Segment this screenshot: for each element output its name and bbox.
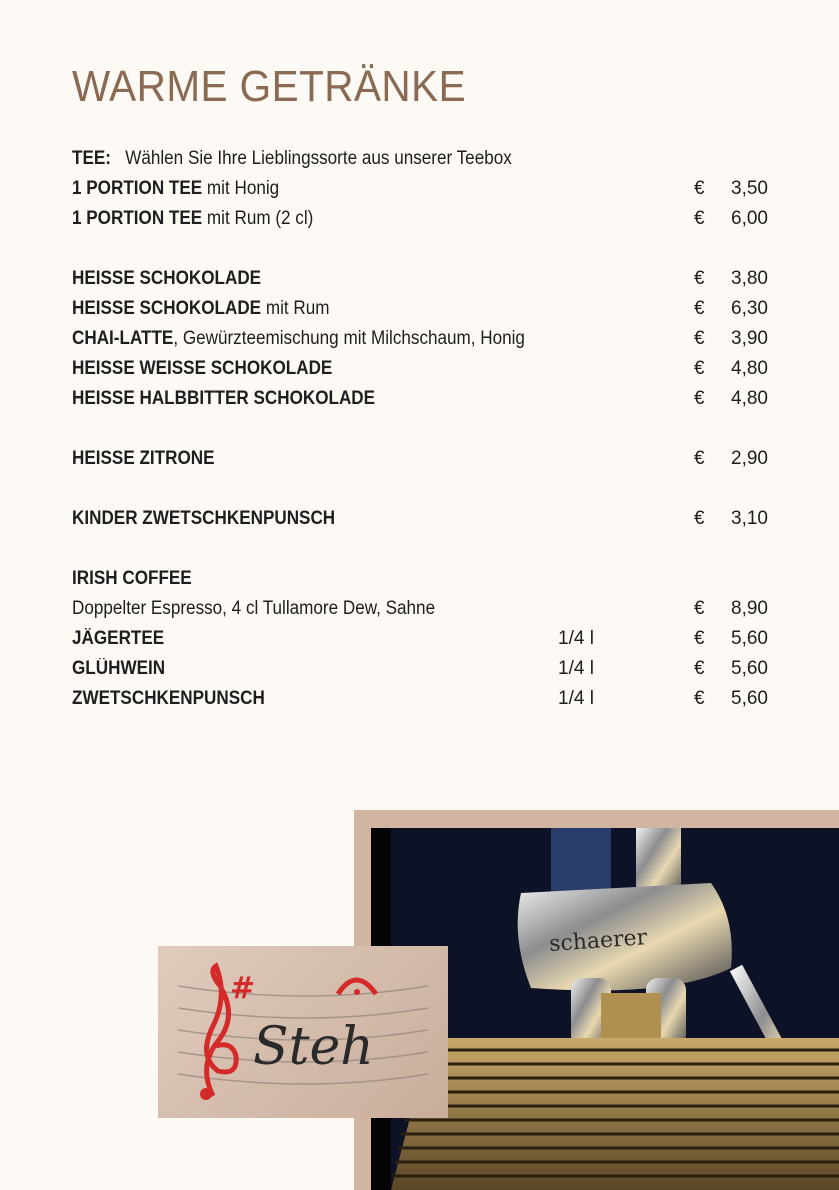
spacer (72, 534, 772, 564)
logo-text: Steh (253, 1017, 374, 1077)
item-price: 2,90 (731, 448, 768, 469)
item-name: 1 PORTION TEE (72, 178, 203, 199)
item-price: 3,80 (731, 268, 768, 289)
item-description: , Gewürzteemischung mit Milchschaum, Honig (173, 328, 525, 349)
currency: € (694, 268, 705, 289)
currency: € (694, 628, 705, 649)
currency: € (694, 358, 705, 379)
menu-item (72, 654, 772, 684)
currency: € (694, 448, 705, 469)
item-price: 8,90 (731, 598, 768, 619)
menu-item (72, 624, 772, 654)
currency: € (694, 508, 705, 529)
menu-item (72, 384, 772, 414)
item-quantity: 1/4 l (558, 658, 594, 679)
currency: € (694, 298, 705, 319)
currency: € (694, 208, 705, 229)
menu-item (72, 294, 772, 324)
menu-item (72, 204, 772, 234)
item-name: KINDER ZWETSCHKENPUNSCH (72, 508, 336, 529)
item-price: 6,00 (731, 208, 768, 229)
item-name: HEISSE WEISSE SCHOKOLADE (72, 358, 333, 379)
currency: € (694, 688, 705, 709)
item-price: 5,60 (731, 688, 768, 709)
currency: € (694, 658, 705, 679)
menu-item (72, 564, 772, 594)
menu-item (72, 504, 772, 534)
item-price: 3,90 (731, 328, 768, 349)
item-description: mit Rum (2 cl) (202, 208, 314, 229)
menu-item (72, 354, 772, 384)
tee-intro (72, 144, 772, 174)
item-quantity: 1/4 l (558, 688, 594, 709)
item-price: 3,10 (731, 508, 768, 529)
spacer (72, 234, 772, 264)
item-name: GLÜHWEIN (72, 658, 166, 679)
item-name: HEISSE HALBBITTER SCHOKOLADE (72, 388, 376, 409)
item-price: 3,50 (731, 178, 768, 199)
tee-label: TEE: (72, 148, 111, 169)
item-name: HEISSE SCHOKOLADE (72, 268, 262, 289)
item-price: 4,80 (731, 388, 768, 409)
item-price: 5,60 (731, 658, 768, 679)
item-description: Doppelter Espresso, 4 cl Tullamore Dew, Sahne (72, 598, 436, 619)
item-name: CHAI-LATTE (72, 328, 174, 349)
item-price: 5,60 (731, 628, 768, 649)
currency: € (694, 178, 705, 199)
menu-item (72, 324, 772, 354)
item-name: HEISSE ZITRONE (72, 448, 215, 469)
menu-item (72, 594, 772, 624)
menu-item (72, 174, 772, 204)
spacer (72, 474, 772, 504)
item-price: 6,30 (731, 298, 768, 319)
currency: € (694, 328, 705, 349)
item-price: 4,80 (731, 358, 768, 379)
tee-intro-text: Wählen Sie Ihre Lieblingssorte aus unserer Teebox (125, 148, 512, 169)
page-title: WARME GETRÄNKE (72, 62, 467, 111)
sharp-sign: # (230, 971, 256, 1006)
menu-item (72, 444, 772, 474)
treble-clef-logo-icon (158, 946, 448, 1118)
item-name: 1 PORTION TEE (72, 208, 203, 229)
currency: € (694, 388, 705, 409)
item-quantity: 1/4 l (558, 628, 594, 649)
item-name: JÄGERTEE (72, 628, 165, 649)
item-name: ZWETSCHKENPUNSCH (72, 688, 265, 709)
machine-brand: schaerer (548, 925, 648, 957)
item-description: mit Rum (261, 298, 330, 319)
item-name: IRISH COFFEE (72, 568, 192, 589)
menu-list (72, 144, 772, 714)
item-name: HEISSE SCHOKOLADE (72, 298, 262, 319)
item-description: mit Honig (202, 178, 280, 199)
logo (158, 946, 448, 1118)
menu-item (72, 264, 772, 294)
currency: € (694, 598, 705, 619)
spacer (72, 414, 772, 444)
menu-item (72, 684, 772, 714)
